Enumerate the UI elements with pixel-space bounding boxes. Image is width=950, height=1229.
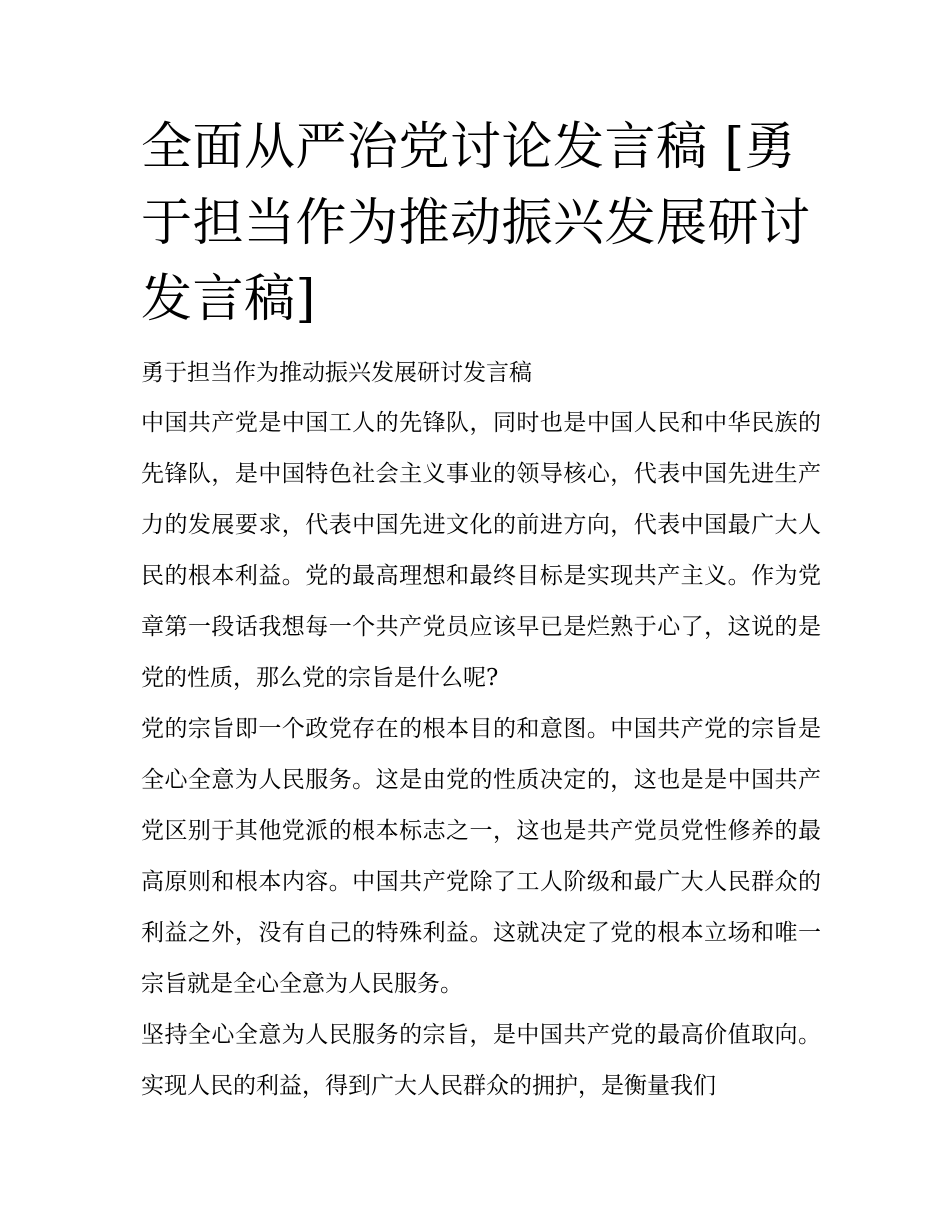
paragraph-party-nature: 中国共产党是中国工人的先锋队，同时也是中国人民和中华民族的先锋队，是中国特色社会主义事业的领导核心，代表中国先进生产力的发展要求，代表中国先进文化的前进方向，代表中国最广大人民的根本利益。党的最高理想和最终目标是实现共产主义。作为党章第一段话我想每一个共产党员应该早已是烂熟于心了，这说的是党的性质，那么党的宗旨是什么呢?	[141, 410, 821, 691]
document-title: 全面从严治党讨论发言稿 [勇于担当作为推动振兴发展研讨发言稿]	[141, 118, 811, 329]
paragraph-serve-people: 坚持全心全意为人民服务的宗旨，是中国共产党的最高价值取向。实现人民的利益，得到广大人民群众的拥护，是衡量我们	[141, 1022, 821, 1099]
paragraph-party-purpose: 党的宗旨即一个政党存在的根本目的和意图。中国共产党的宗旨是全心全意为人民服务。这是由党的性质决定的，这也是是中国共产党区别于其他党派的根本标志之一，这也是共产党员党性修养的最高原则和根本内容。中国共产党除了工人阶级和最广大人民群众的利益之外，没有自己的特殊利益。这就决定了党的根本立场和唯一宗旨就是全心全意为人民服务。	[141, 716, 821, 997]
document-page	[141, 110, 821, 1112]
document-subtitle: 勇于担当作为推动振兴发展研讨发言稿	[141, 360, 532, 386]
